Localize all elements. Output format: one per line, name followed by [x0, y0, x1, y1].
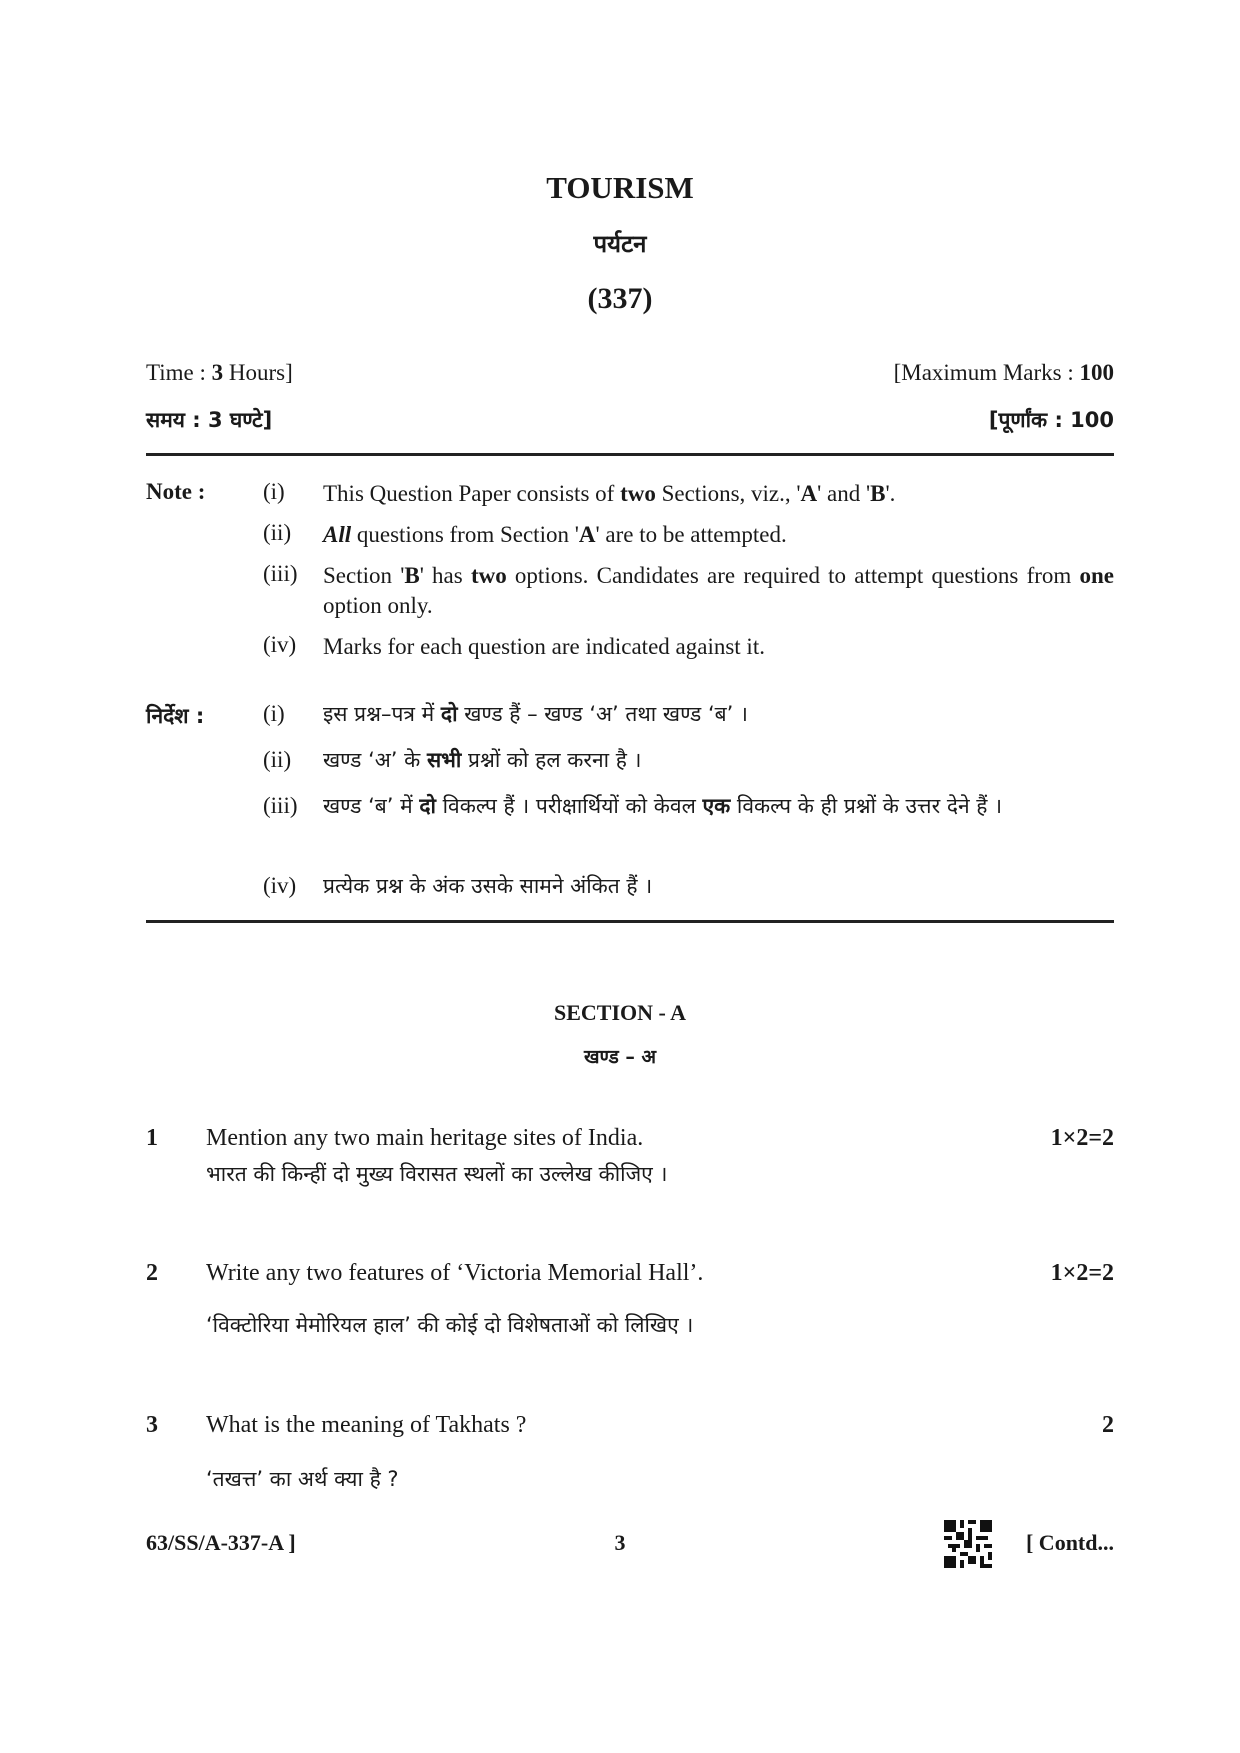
note-item-number: (iii) [263, 561, 298, 586]
note-hindi-item-number: (iv) [263, 873, 297, 898]
time-english: Time : 3 Hours] [146, 360, 293, 385]
qr-code-icon [944, 1520, 992, 1568]
note-hindi-item-number: (i) [263, 701, 285, 726]
note-hindi-item-2: खण्ड ‘अ’ के सभी प्रश्नों को हल करना है । [323, 748, 642, 772]
note-item-2: All questions from Section 'A' are to be attempted. [323, 522, 787, 547]
note-hindi-item-4: प्रत्येक प्रश्न के अंक उसके सामने अंकित हैं । [323, 874, 653, 898]
question-text: Write any two features of ‘Victoria Memorial Hall’. [206, 1260, 704, 1286]
continued-label: [ Contd... [1025, 1530, 1114, 1555]
note-label: Note : [146, 479, 206, 504]
question-marks: 1×2=2 [1050, 1260, 1114, 1286]
question-text-hindi: भारत की किन्हीं दो मुख्य विरासत स्थलों का उल्लेख कीजिए । [206, 1162, 668, 1186]
question-text: Mention any two main heritage sites of India. [206, 1125, 644, 1151]
question-text-hindi: ‘विक्टोरिया मेमोरियल हाल’ की कोई दो विशेषताओं को लिखिए । [206, 1313, 694, 1337]
question-text-hindi: ‘तखत्त’ का अर्थ क्या है ? [206, 1467, 399, 1491]
note-label-hindi: निर्देश : [146, 704, 205, 728]
question-marks: 2 [1102, 1412, 1114, 1438]
paper-title: TOURISM [546, 170, 694, 205]
section-title: SECTION - A [553, 1000, 687, 1025]
note-item-number: (i) [263, 479, 285, 504]
section-title-hindi: खण्ड – अ [584, 1046, 656, 1068]
paper-title-hindi: पर्यटन [593, 230, 647, 258]
time-hindi: समय : 3 घण्टे] [146, 408, 273, 432]
header-rule [146, 453, 1114, 456]
note-hindi-item-3: खण्ड ‘ब’ में दो विकल्प हैं । परीक्षार्थियों को केवल एक विकल्प के ही प्रश्नों के उत्तर देने हैं । [323, 794, 1003, 818]
question-number: 3 [146, 1412, 158, 1438]
note-hindi-item-number: (iii) [263, 793, 298, 818]
note-item-4: Marks for each question are indicated against it. [323, 634, 765, 659]
paper-code-footer: 63/SS/A-337-A ] [146, 1530, 296, 1555]
page-number: 3 [614, 1530, 626, 1555]
note-item-3: Section 'B' has two options. Candidates are required to attempt questions from one option only. [323, 563, 1114, 618]
note-item-1: This Question Paper consists of two Sections, viz., 'A' and 'B'. [323, 481, 896, 506]
question-marks: 1×2=2 [1050, 1125, 1114, 1151]
note-hindi-item-1: इस प्रश्न–पत्र में दो खण्ड हैं – खण्ड ‘अ’ तथा खण्ड ‘ब’ । [323, 702, 748, 726]
subject-code: (337) [587, 282, 653, 315]
note-bottom-rule [146, 920, 1114, 923]
question-text: What is the meaning of Takhats ? [206, 1412, 527, 1438]
question-number: 2 [146, 1260, 158, 1286]
note-item-number: (iv) [263, 632, 297, 657]
note-item-number: (ii) [263, 520, 292, 545]
max-marks-hindi: [पूर्णांक : 100 [988, 408, 1114, 432]
max-marks-english: [Maximum Marks : 100 [893, 360, 1114, 385]
note-hindi-item-number: (ii) [263, 747, 292, 772]
question-number: 1 [146, 1125, 158, 1151]
